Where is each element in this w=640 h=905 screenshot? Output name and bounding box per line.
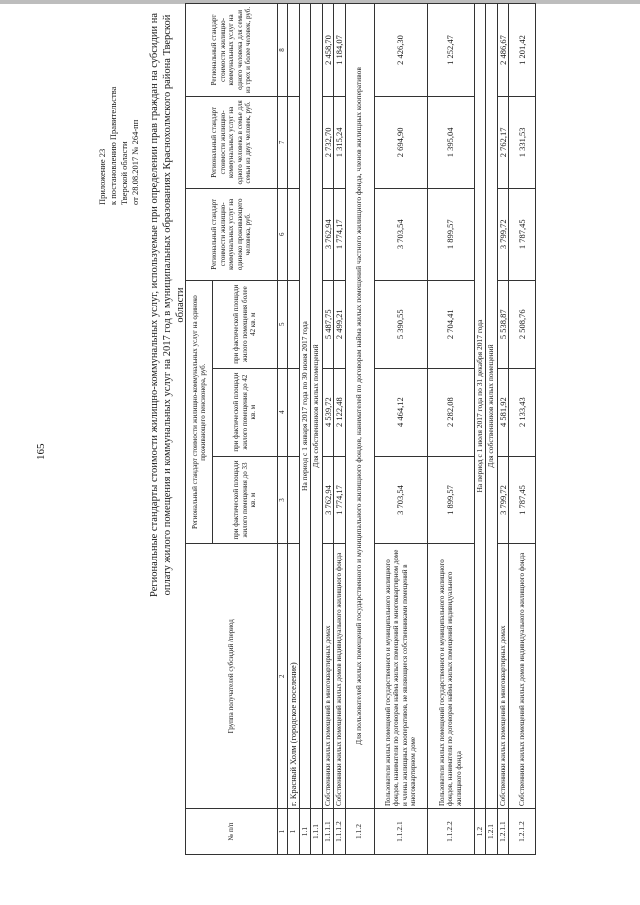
row-label: Пользователи жилых помещений государственного и муниципального жилищного фондов, наниматели по договорам найма жилых помещений индивидуального жилищного фонда <box>427 544 474 809</box>
table-row <box>345 4 374 855</box>
header-col7: Региональный стандарт стоимости жилищно-коммунальных услуг на одного человека в семье для семьи из двух человек, руб. <box>186 96 278 188</box>
appendix-line: Приложение 23 <box>97 148 107 205</box>
value-cell: 2 282,08 <box>427 368 474 456</box>
row-label: Пользователи жилых помещений государственного и муниципального жилищного фондов, наниматели по договорам найма жилых помещений в многоквартирном доме и члены жилищных кооперативов, не являющиеся собственниками помещений в многоквартирном доме <box>374 544 427 809</box>
table-row <box>334 4 346 855</box>
row-number: 1.1 <box>299 809 311 855</box>
row-number: 1.1.1.2 <box>334 809 346 855</box>
header-col8: Региональный стандарт стоимости жилищно-коммунальных услуг на одного человека для семьи из трех и более человек, руб. <box>186 4 278 97</box>
row-number: 1.2.1.1 <box>497 809 509 855</box>
value-cell: 2 486,67 <box>497 4 509 97</box>
value-cell: 3 762,94 <box>322 456 334 544</box>
value-cell: 1 331,53 <box>509 96 536 188</box>
value-cell: 2 458,70 <box>322 4 334 97</box>
row-label: Собственники жилых помещений в многоквартирных домах <box>497 544 509 809</box>
value-cell: 1 315,24 <box>334 96 346 188</box>
period-label: На период с 1 января 2017 года по 30 июня 2017 года <box>299 4 311 809</box>
value-cell: 2 694,90 <box>374 96 427 188</box>
colnum: 8 <box>278 4 288 97</box>
colnum: 3 <box>278 456 288 544</box>
table-row <box>311 4 323 855</box>
value-cell: 2 499,21 <box>334 280 346 368</box>
header-no: № п/п <box>186 809 278 855</box>
value-cell: 2 508,76 <box>509 280 536 368</box>
row-label: Собственники жилых помещений жилых домов индивидуального жилищного фонда <box>334 544 346 809</box>
colnum: 6 <box>278 188 288 280</box>
table-row <box>374 4 427 855</box>
row-number: 1.1.2 <box>345 809 374 855</box>
value-cell: 3 703,54 <box>374 456 427 544</box>
value-cell: 1 774,17 <box>334 188 346 280</box>
colnum: 2 <box>278 544 288 809</box>
header-group: Группа получателей субсидий /период <box>186 544 278 809</box>
header-col6: Региональный стандарт стоимости жилищно-коммунальных услуг на одиноко проживающего человека, руб. <box>186 188 278 280</box>
period-label: На период с 1 июля 2017 года по 31 декабря 2017 года <box>474 4 486 809</box>
standards-table <box>185 3 536 855</box>
value-cell: 2 133,43 <box>509 368 536 456</box>
row-label: г. Красный Холм (городское поселение) <box>288 544 300 809</box>
value-cell: 2 762,17 <box>497 96 509 188</box>
value-cell: 2 704,41 <box>427 280 474 368</box>
table-row <box>509 4 536 855</box>
value-cell: 2 122,48 <box>334 368 346 456</box>
value-cell: 1 201,42 <box>509 4 536 97</box>
row-number: 1.1.1.1 <box>322 809 334 855</box>
value-cell: 4 581,92 <box>497 368 509 456</box>
group-label: Для собственников жилых помещений <box>311 4 323 809</box>
value-cell: 2 426,30 <box>374 4 427 97</box>
value-cell: 5 390,55 <box>374 280 427 368</box>
value-cell: 3 799,72 <box>497 456 509 544</box>
row-number: 1.1.2.2 <box>427 809 474 855</box>
row-number: 1.2.1.2 <box>509 809 536 855</box>
value-cell: 4 539,72 <box>322 368 334 456</box>
row-number: 1.1.1 <box>311 809 323 855</box>
appendix-header <box>97 5 141 205</box>
colnum: 5 <box>278 280 288 368</box>
colnum: 4 <box>278 368 288 456</box>
value-cell: 1 787,45 <box>509 188 536 280</box>
table-row <box>474 4 486 855</box>
colnum: 7 <box>278 96 288 188</box>
table-row <box>497 4 509 855</box>
column-numbers-row <box>278 4 288 855</box>
value-cell: 1 395,04 <box>427 96 474 188</box>
value-cell: 1 899,57 <box>427 456 474 544</box>
table-row <box>288 4 300 855</box>
table-row <box>322 4 334 855</box>
value-cell: 4 464,12 <box>374 368 427 456</box>
header-sub5: при фактической площади жилого помещения более 42 кв. м <box>213 280 278 368</box>
table-row <box>427 4 474 855</box>
appendix-line: к постановлению Правительства <box>108 86 118 205</box>
value-cell: 5 538,87 <box>497 280 509 368</box>
value-cell: 1 252,47 <box>427 4 474 97</box>
row-label: Собственники жилых помещений жилых домов индивидуального жилищного фонда <box>509 544 536 809</box>
group-label: Для собственников жилых помещений <box>486 4 498 809</box>
document-title: Региональные стандарты стоимости жилищно-коммунальных услуг, используемые при определении прав граждан на субсидии на оплату жилого помещения и коммунальных услуг на 2017 год в муниципальных образованиях Краснохолмского района Тверской области <box>149 13 186 597</box>
appendix-line: Тверской области <box>119 141 129 205</box>
header-std-pensioner: Региональный стандарт стоимости жилищно-коммунальных услуг на одиноко проживающего пенсионера, руб. <box>186 280 213 544</box>
value-cell: 1 899,57 <box>427 188 474 280</box>
value-cell: 1 184,07 <box>334 4 346 97</box>
value-cell: 1 774,17 <box>334 456 346 544</box>
row-number: 1.1.2.1 <box>374 809 427 855</box>
colnum: 1 <box>278 809 288 855</box>
row-number: 1 <box>288 809 300 855</box>
header-sub4: при фактической площади жилого помещения до 42 кв. м <box>213 368 278 456</box>
table-row <box>299 4 311 855</box>
value-cell: 5 487,75 <box>322 280 334 368</box>
value-cell: 1 787,45 <box>509 456 536 544</box>
value-cell: 2 732,70 <box>322 96 334 188</box>
header-sub3: при фактической площади жилого помещения до 33 кв. м <box>213 456 278 544</box>
page-number: 165 <box>35 443 47 460</box>
row-number: 1.2 <box>474 809 486 855</box>
value-cell: 3 762,94 <box>322 188 334 280</box>
row-number: 1.2.1 <box>486 809 498 855</box>
header-row <box>186 4 213 855</box>
appendix-line: от 28.08.2017 № 264-пп <box>130 119 140 205</box>
row-label: Собственники жилых помещений в многоквартирных домах <box>322 544 334 809</box>
value-cell: 3 703,54 <box>374 188 427 280</box>
group-label: Для пользователей жилых помещений государственного и муниципального жилищного фондов, нанимателей по договорам найма жилых помещений частного жилищного фонда, членов жилищных кооперативов <box>345 4 374 809</box>
table-row <box>486 4 498 855</box>
value-cell: 3 799,72 <box>497 188 509 280</box>
